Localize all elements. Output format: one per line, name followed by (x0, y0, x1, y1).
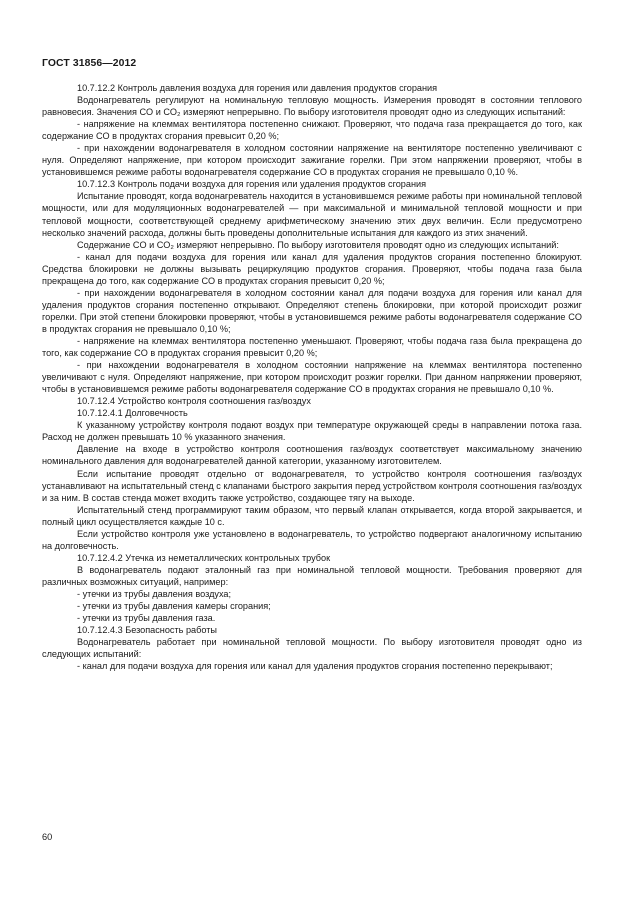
paragraph: Испытание проводят, когда водонагреватель находится в установившемся режиме работы при номинальной тепловой мощности, или для модуляционных водонагревателей — при максимальной и минимальной тепловой мощности и при тепловой мощности, соответствующей среднему арифметическому значению этих двух величин. Если предусмотрено несколько значений расхода, должны быть проведены дополнительные испытания для каждого из этих значений. (42, 191, 582, 238)
list-item: - утечки из трубы давления камеры сгорания; (77, 601, 271, 612)
list-item: - напряжение на клеммах вентилятора постепенно уменьшают. Проверяют, чтобы подача газа была прекращена до того, как содержание CO в продуктах сгорания превысит 0,20 %; (42, 335, 582, 359)
list-item: - при нахождении водонагревателя в холодном состоянии напряжение на клеммах вентилятора постепенно увеличивают с нуля. Определяют напряжение, при котором происходит розжиг горелки. При данном напряжении проверяют, чтобы в установившемся режиме работы водонагревателя содержание CO в продуктах сгорания не превышало 0,10 %. (42, 360, 582, 395)
section-heading-10-7-12-4-1: 10.7.12.4.1 Долговечность (77, 408, 188, 419)
list-item: - при нахождении водонагревателя в холодном состоянии канал для подачи воздуха для горения или канал для удаления продуктов сгорания постепенно открывают. Определяют степень блокировки, при которой происходит розжиг горелки. При этой степени блокировки проверяют, чтобы в установившемся режиме работы водонагревателя содержание CO в продуктах сгорания не превышало 0,10 %; (42, 287, 582, 334)
section-heading-10-7-12-4-2: 10.7.12.4.2 Утечка из неметаллических контрольных трубок (77, 552, 331, 563)
list-item: - канал для подачи воздуха для горения или канал для удаления продуктов сгорания постепенно блокируют. Средства блокировки не должны вызывать рециркуляцию продуктов сгорания. Проверяют, чтобы подача газа была прекращена до того, как содержание CO в продуктах сгорания превысит 0,20 %; (42, 251, 582, 286)
paragraph: Испытательный стенд программируют таким образом, что первый клапан открывается, когда второй закрывается, и полный цикл осуществляется каждые 10 с. (42, 504, 582, 527)
paragraph: Водонагреватель работает при номинальной тепловой мощности. По выбору изготовителя проводят одно из следующих испытаний: (42, 637, 582, 660)
paragraph: Если испытание проводят отдельно от водонагревателя, то устройство контроля соотношения газ/воздух устанавливают на испытательный стенд с клапанами быстрого закрытия перед устройством контроля соотношения газ/воздух и за ним. В состав стенда может входить также устройство, создающее тягу на выходе. (42, 468, 582, 503)
section-heading-10-7-12-4-3: 10.7.12.4.3 Безопасность работы (77, 625, 217, 636)
list-item: - напряжение на клеммах вентилятора постепенно снижают. Проверяют, что подача газа прекращается до того, как содержание CO в продуктах сгорания превысит 0,20 %; (42, 119, 582, 142)
paragraph: Если устройство контроля уже установлено в водонагреватель, то устройство подвергают аналогичному испытанию на долговечность. (42, 528, 582, 551)
document-header: ГОСТ 31856—2012 (42, 58, 137, 69)
list-item: - утечки из трубы давления газа. (77, 613, 216, 624)
list-item: - канал для подачи воздуха для горения или канал для удаления продуктов сгорания постепенно перекрывают; (77, 661, 553, 672)
section-heading-10-7-12-4: 10.7.12.4 Устройство контроля соотношения газ/воздух (77, 396, 311, 407)
section-heading-10-7-12-3: 10.7.12.3 Контроль подачи воздуха для горения или удаления продуктов сгорания (77, 179, 427, 190)
paragraph: Водонагреватель регулируют на номинальную тепловую мощность. Измерения проводят в состоянии теплового равновесия. Значения CO и CO₂ измеряют непрерывно. По выбору изготовителя проводят одно из следующих испытаний: (42, 95, 582, 118)
paragraph: Давление на входе в устройство контроля соотношения газ/воздух соответствует максимальному значению номинального давления для водонагревателей данной категории, указанному изготовителем. (42, 444, 582, 467)
section-heading-10-7-12-2: 10.7.12.2 Контроль давления воздуха для горения или давления продуктов сгорания (77, 83, 438, 93)
list-item: - при нахождении водонагревателя в холодном состоянии напряжение на вентиляторе постепенно увеличивают с нуля. Определяют напряжение, при котором происходит зажигание горелки. При этом напряжении проверяют, чтобы в установившемся режиме работы водонагревателя содержание CO в продуктах сгорания не превышало 0,10 %. (42, 143, 582, 178)
paragraph: В водонагреватель подают эталонный газ при номинальной тепловой мощности. Требования проверяют для различных возможных ситуаций, например: (42, 564, 582, 587)
paragraph: Содержание CO и CO₂ измеряют непрерывно. По выбору изготовителя проводят одно из следующих испытаний: (77, 239, 559, 250)
paragraph: К указанному устройству контроля подают воздух при температуре окружающей среды в направлении потока газа. Расход не должен превышать 10 % указанного значения. (42, 420, 582, 443)
document-body (42, 82, 582, 672)
page-number: 60 (42, 832, 53, 842)
list-item: - утечки из трубы давления воздуха; (77, 588, 232, 599)
